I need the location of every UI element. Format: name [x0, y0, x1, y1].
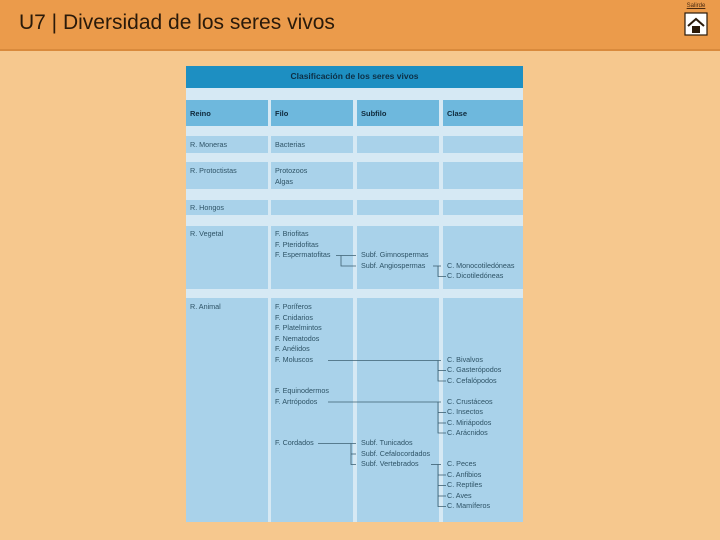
filo-label: F. Pteridofitas — [275, 239, 319, 249]
slide-title: U7 | Diversidad de los seres vivos — [19, 11, 335, 34]
subfilo-label: Subf. Cefalocordados — [361, 448, 431, 458]
column-label: Reino — [190, 109, 211, 118]
publisher-logo[interactable] — [681, 3, 711, 39]
filo-label: F. Espermatofitas — [275, 250, 331, 259]
home-icon — [684, 12, 708, 36]
logo-text: Salirde — [686, 3, 706, 9]
subfilo-label: Subf. Tunicados — [361, 438, 413, 447]
clase-label: C. Bivalvos — [447, 354, 483, 364]
reino-label: R. Protoctistas — [190, 166, 237, 175]
filo-label: F. Platelmintos — [275, 323, 322, 332]
column-label: Clase — [447, 109, 468, 118]
clase-label: C. Gasterópodos — [447, 365, 502, 374]
filo-label: F. Equinodermos — [275, 386, 329, 395]
filo-label: F. Cnidarios — [275, 312, 313, 322]
filo-label: F. Nematodos — [275, 333, 320, 343]
clase-label: C. Insectos — [447, 407, 483, 416]
clase-label: C. Mamíferos — [447, 501, 491, 510]
subfilo-label: Subf. Angiospermas — [361, 260, 426, 270]
filo-label: F. Briofitas — [275, 229, 309, 238]
reino-label: R. Animal — [190, 302, 221, 311]
table-title: Clasificación de los seres vivos — [290, 71, 419, 81]
subfilo-label: Subf. Vertebrados — [361, 459, 419, 468]
reino-label: R. Vegetal — [190, 229, 224, 238]
clase-label: C. Monocotiledóneas — [447, 260, 515, 270]
title-bar — [0, 0, 720, 49]
clase-label: C. Arácnidos — [447, 428, 488, 437]
column-label: Filo — [275, 109, 289, 118]
clase-label: C. Anfibios — [447, 469, 482, 479]
filo-label: Algas — [275, 176, 293, 186]
clase-label: C. Cefalópodos — [447, 375, 497, 385]
filo-label: F. Poríferos — [275, 302, 312, 311]
filo-label: F. Cordados — [275, 438, 314, 447]
subfilo-label: Subf. Gimnospermas — [361, 250, 429, 259]
clase-label: C. Dicotiledóneas — [447, 271, 504, 280]
filo-label: F. Artrópodos — [275, 396, 318, 406]
reino-label: R. Moneras — [190, 140, 228, 149]
clase-label: C. Crustáceos — [447, 396, 493, 406]
clase-label: C. Aves — [447, 490, 472, 500]
connector-lines — [186, 66, 523, 522]
filo-label: F. Anélidos — [275, 344, 310, 353]
filo-label: F. Moluscos — [275, 354, 313, 364]
filo-label: Bacterias — [275, 140, 305, 149]
column-label: Subfilo — [361, 109, 387, 118]
header-divider — [0, 49, 720, 51]
reino-label: R. Hongos — [190, 203, 224, 212]
clase-label: C. Miriápodos — [447, 417, 492, 427]
clase-label: C. Peces — [447, 459, 477, 468]
classification-table — [186, 66, 523, 522]
clase-label: C. Reptiles — [447, 480, 483, 489]
filo-label: Protozoos — [275, 166, 308, 175]
